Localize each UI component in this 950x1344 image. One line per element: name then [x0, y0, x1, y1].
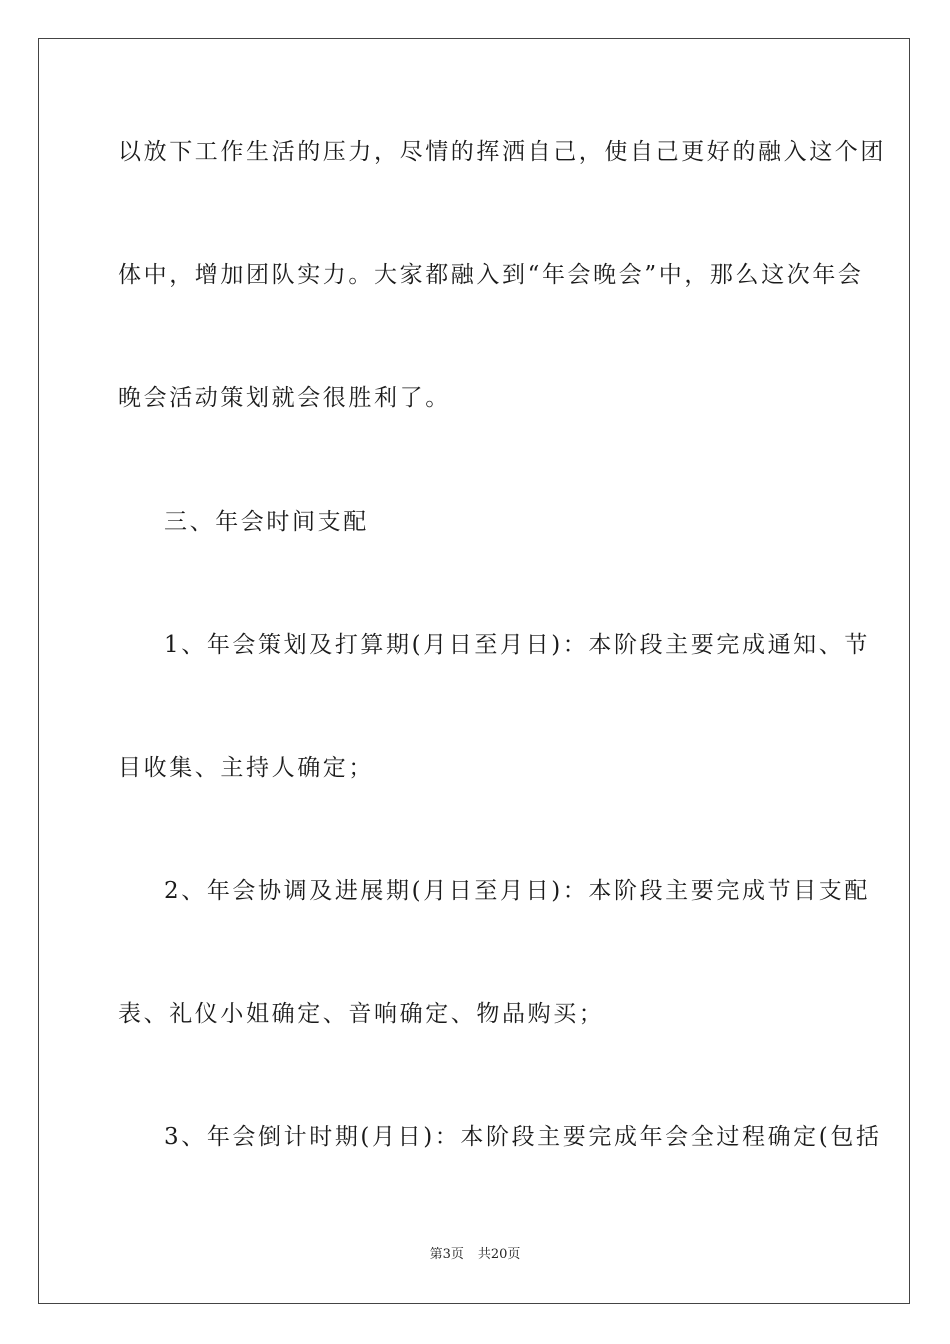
total-page-count: 共20页 — [477, 1247, 521, 1262]
body-text-line: 体中，增加团队实力。大家都融入到“年会晚会”中，那么这次年会 — [118, 262, 864, 288]
body-text-line: 3、年会倒计时期(月日)：本阶段主要完成年会全过程确定(包括 — [164, 1124, 882, 1150]
body-text-line: 表、礼仪小姐确定、音响确定、物品购买； — [118, 1001, 605, 1027]
current-page-number: 第3页 — [429, 1247, 464, 1262]
body-text-line: 晚会活动策划就会很胜利了。 — [118, 385, 451, 411]
section-heading: 三、年会时间支配 — [164, 509, 369, 535]
body-text-line: 目收集、主持人确定； — [118, 755, 374, 781]
body-text-line: 1、年会策划及打算期(月日至月日)：本阶段主要完成通知、节 — [164, 632, 870, 658]
page-border — [38, 38, 910, 1304]
body-text-line: 2、年会协调及进展期(月日至月日)：本阶段主要完成节目支配 — [164, 878, 870, 904]
body-text-line: 以放下工作生活的压力，尽情的挥洒自己，使自己更好的融入这个团 — [118, 139, 886, 165]
page-footer — [0, 1246, 950, 1264]
